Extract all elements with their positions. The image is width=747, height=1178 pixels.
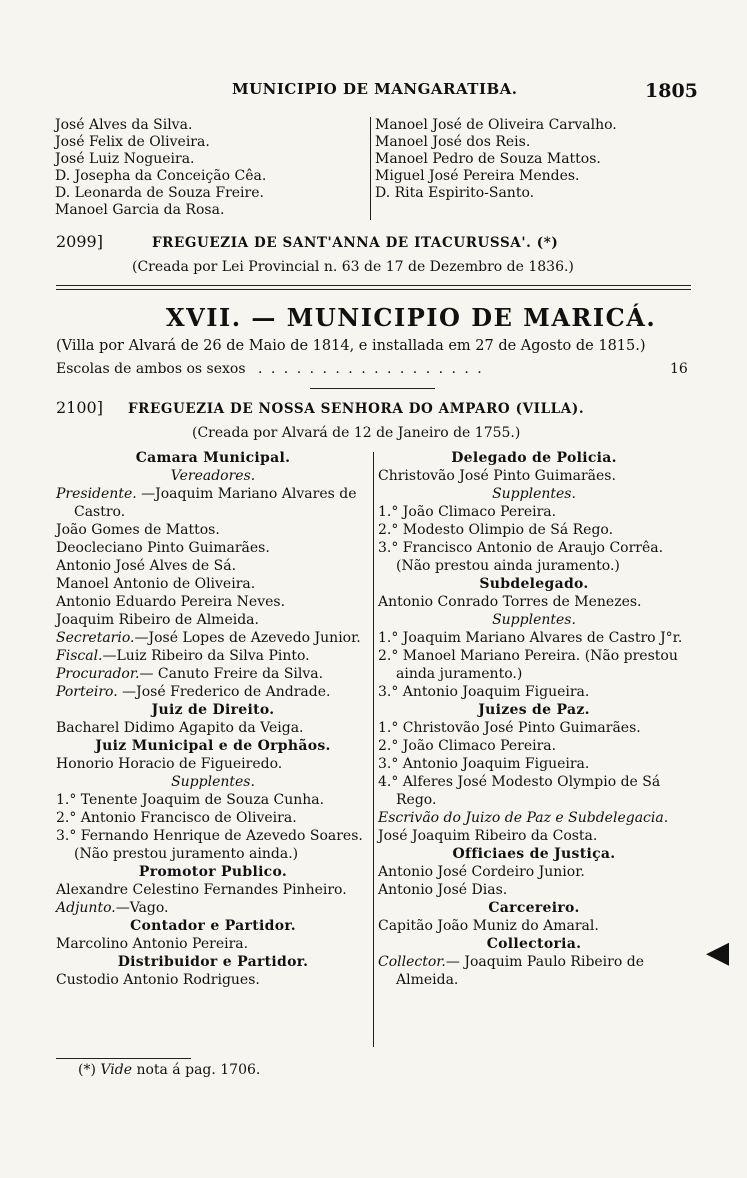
list-item: José Luiz Nogueira. <box>55 151 195 167</box>
role-label: Presidente. <box>56 486 137 502</box>
list-item: Alexandre Celestino Fernandes Pinheiro. <box>56 882 347 898</box>
section-heading: Officiaes de Justiça. <box>452 846 616 862</box>
footnote <box>78 1062 260 1078</box>
role-holder: —José Lopes de Azevedo Junior. <box>134 630 361 646</box>
list-item: 1.° João Climaco Pereira. <box>378 504 557 520</box>
list-item: João Gomes de Mattos. <box>56 522 220 538</box>
top-block-right <box>375 117 617 202</box>
list-item: Manoel José de Oliveira Carvalho. <box>375 117 617 133</box>
subsection-heading: Supplentes. <box>492 612 576 628</box>
section-heading: Carcereiro. <box>488 900 580 916</box>
role-holder: —Luiz Ribeiro da Silva Pinto. <box>102 648 310 664</box>
column-divider <box>373 452 374 1047</box>
leader-dots: . . . . . . . . . . . . . . . . . . <box>258 361 484 377</box>
role-label: Fiscal. <box>56 648 103 664</box>
list-item: Custodio Antonio Rodrigues. <box>56 972 260 988</box>
continuation-line: Castro. <box>74 504 126 520</box>
top-block-left <box>55 117 266 219</box>
list-item: Bacharel Didimo Agapito da Veiga. <box>56 720 304 736</box>
footnote-vide: Vide <box>100 1062 132 1078</box>
column-divider <box>370 117 371 220</box>
list-item: Manoel Garcia da Rosa. <box>55 202 225 218</box>
role-entry <box>56 485 370 503</box>
page-number: 1805 <box>645 80 698 102</box>
section-heading: Distribuidor e Partidor. <box>117 954 309 970</box>
subsection-heading: Supplentes. <box>171 774 255 790</box>
section-heading: Promotor Publico. <box>138 864 288 880</box>
list-item: Honorio Horacio de Figueiredo. <box>56 756 283 772</box>
role-holder: — Joaquim Paulo Ribeiro de <box>445 954 644 970</box>
role-entry <box>56 629 370 647</box>
role-label: Adjunto. <box>56 900 116 916</box>
continuation-line: Rego. <box>396 792 437 808</box>
list-item: Joaquim Ribeiro de Almeida. <box>56 612 259 628</box>
escolas-label: Escolas de ambos os sexos <box>56 361 246 377</box>
continuation-line: Almeida. <box>396 972 459 988</box>
freguezia-title: FREGUEZIA DE NOSSA SENHORA DO AMPARO (VILLA). <box>128 401 585 417</box>
divider-rule <box>56 285 691 286</box>
list-item: Manoel Antonio de Oliveira. <box>56 576 256 592</box>
running-header-title: MUNICIPIO DE MANGARATIBA. <box>232 80 518 98</box>
section-heading: Camara Municipal. <box>135 450 291 466</box>
list-item: Manoel Pedro de Souza Mattos. <box>375 151 601 167</box>
role-entry <box>378 953 690 971</box>
entry-number: 2099] <box>56 232 103 251</box>
role-label: Porteiro. <box>56 684 118 700</box>
footnote-text: nota á pag. 1706. <box>136 1062 261 1078</box>
role-label: Procurador. <box>56 666 140 682</box>
list-item: Miguel José Pereira Mendes. <box>375 168 580 184</box>
list-item: Antonio José Dias. <box>378 882 508 898</box>
escolas-value: 16 <box>670 361 688 377</box>
section-heading: Contador e Partidor. <box>130 918 296 934</box>
footnote-marker: (*) <box>78 1062 96 1078</box>
role-holder: —Vago. <box>115 900 169 916</box>
list-item: 2.° Modesto Olimpio de Sá Rego. <box>378 522 614 538</box>
italic-heading: Escrivão do Juizo de Paz e Subdelegacia. <box>378 810 669 826</box>
role-entry <box>56 899 370 917</box>
list-item: 2.° João Climaco Pereira. <box>378 738 557 754</box>
list-item: Manoel José dos Reis. <box>375 134 531 150</box>
entry-number: 2100] <box>56 398 103 417</box>
margin-arrow-icon: ◀ <box>706 935 730 970</box>
role-label: Secretario. <box>56 630 135 646</box>
section-heading: Collectoria. <box>486 936 582 952</box>
role-holder: —Joaquim Mariano Alvares de <box>136 486 357 502</box>
divider-rule <box>56 289 691 290</box>
list-item: 1.° Christovão José Pinto Guimarães. <box>378 720 641 736</box>
list-item: José Alves da Silva. <box>55 117 193 133</box>
role-holder: — Canuto Freire da Silva. <box>139 666 324 682</box>
section-heading: Juiz de Direito. <box>151 702 275 718</box>
list-item: 1.° Tenente Joaquim de Souza Cunha. <box>56 792 325 808</box>
continuation-line: (Não prestou ainda juramento.) <box>396 558 620 574</box>
short-rule <box>310 388 435 389</box>
footnote-rule <box>56 1058 191 1059</box>
list-item: 1.° Joaquim Mariano Alvares de Castro J°r. <box>378 630 683 646</box>
list-item: 2.° Antonio Francisco de Oliveira. <box>56 810 297 826</box>
section-heading: Subdelegado. <box>479 576 589 592</box>
list-item: Antonio Eduardo Pereira Neves. <box>56 594 286 610</box>
villa-info: (Villa por Alvará de 26 de Maio de 1814, e installada em 27 de Agosto de 1815.) <box>56 338 646 354</box>
role-entry <box>56 683 370 701</box>
municipio-title: XVII. — MUNICIPIO DE MARICÁ. <box>166 303 657 332</box>
list-item: Antonio José Cordeiro Junior. <box>378 864 585 880</box>
list-item: 4.° Alferes José Modesto Olympio de Sá <box>378 774 661 790</box>
list-item: D. Josepha da Conceição Cêa. <box>55 168 267 184</box>
role-entry <box>56 647 370 665</box>
list-item: 3.° Francisco Antonio de Araujo Corrêa. <box>378 540 664 556</box>
list-item: 3.° Antonio Joaquim Figueira. <box>378 756 590 772</box>
list-item: Marcolino Antonio Pereira. <box>56 936 249 952</box>
continuation-line: ainda juramento.) <box>396 666 523 682</box>
left-column <box>56 449 370 989</box>
role-label: Collector. <box>378 954 446 970</box>
freguezia-creation: (Creada por Lei Provincial n. 63 de 17 de Dezembro de 1836.) <box>132 259 574 275</box>
subsection-heading: Supplentes. <box>492 486 576 502</box>
freguezia-title: FREGUEZIA DE SANT'ANNA DE ITACURUSSA'. (*) <box>152 235 559 251</box>
list-item: D. Rita Espirito-Santo. <box>375 185 535 201</box>
list-item: Capitão João Muniz do Amaral. <box>378 918 599 934</box>
list-item: Antonio Conrado Torres de Menezes. <box>378 594 642 610</box>
list-item: 3.° Antonio Joaquim Figueira. <box>378 684 590 700</box>
role-entry <box>56 665 370 683</box>
list-item: 2.° Manoel Mariano Pereira. (Não prestou <box>378 648 678 664</box>
list-item: 3.° Fernando Henrique de Azevedo Soares. <box>56 828 363 844</box>
section-heading: Juizes de Paz. <box>478 702 590 718</box>
list-item: José Joaquim Ribeiro da Costa. <box>378 828 598 844</box>
list-item: Antonio José Alves de Sá. <box>56 558 237 574</box>
right-column <box>378 449 690 989</box>
list-item: Christovão José Pinto Guimarães. <box>378 468 616 484</box>
list-item: José Felix de Oliveira. <box>55 134 210 150</box>
list-item: Deocleciano Pinto Guimarães. <box>56 540 270 556</box>
section-heading: Juiz Municipal e de Orphãos. <box>95 738 331 754</box>
subsection-heading: Vereadores. <box>170 468 256 484</box>
role-holder: —José Frederico de Andrade. <box>117 684 331 700</box>
list-item: D. Leonarda de Souza Freire. <box>55 185 264 201</box>
continuation-line: (Não prestou juramento ainda.) <box>74 846 299 862</box>
freguezia-creation: (Creada por Alvará de 12 de Janeiro de 1755.) <box>192 425 521 441</box>
section-heading: Delegado de Policia. <box>451 450 617 466</box>
